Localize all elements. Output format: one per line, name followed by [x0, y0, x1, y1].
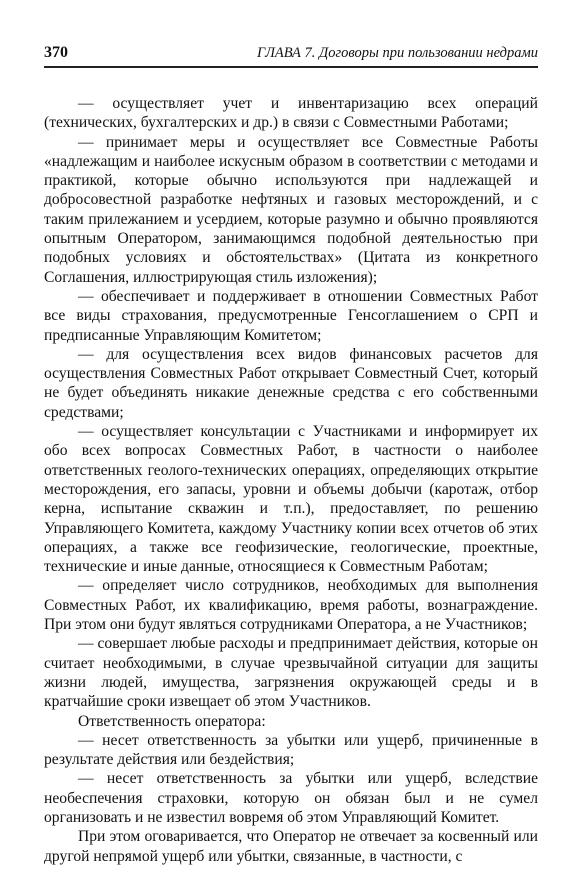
paragraph: — принимает меры и осуществляет все Совместные Работы «надлежащим и наиболее искусным образом в соответствии с методами и практикой, которые обычно используются при надлежащей и добросовестной разработке нефтяных и газовых месторождений, и с таким прилежанием и усердием, которые разумно и обычно проявляются опытным Оператором, занимающимся подобной деятельностью при подобных условиях и обстоятельствах» (Цитата из конкретного Соглашения, иллюстрирующая стиль изложения); [44, 133, 538, 286]
page-header [44, 42, 538, 68]
paragraph: — несет ответственность за убытки или ущерб, вследствие необеспечения страховки, которую он обязан был и не сумел организовать и не известил вовремя об этом Управляющий Комитет. [44, 770, 538, 826]
body-text [44, 94, 538, 866]
paragraph: — осуществляет консультации с Участниками и информирует их обо всех вопросах Совместных Работ, в частности о наиболее ответственных геолого-технических операциях, определяющих открытие месторождения, его запасы, уровни и объемы добычи (каротаж, отбор керна, испытание скважин и т.п.), предоставляет, по решению Управляющего Комитета, каждому Участнику копии всех отчетов об этих операциях, а также все геофизические, геологические, проектные, технические и иные данные, относящиеся к Совместным Работам; [44, 423, 538, 576]
page-number: 370 [44, 44, 68, 61]
paragraph: — осуществляет учет и инвентаризацию всех операций (технических, бухгалтерских и др.) в связи с Совместными Работами; [44, 95, 538, 132]
paragraph: — несет ответственность за убытки или ущерб, причиненные в результате действия или бездействия; [44, 731, 538, 769]
paragraph: При этом оговаривается, что Оператор не отвечает за косвенный или другой непрямой ущерб или убытки, связанные, в частности, с [44, 828, 538, 865]
paragraph: — обеспечивает и поддерживает в отношении Совместных Работ все виды страхования, предусмотренные Генсоглашением о СРП и предписанные Управляющим Комитетом; [44, 287, 538, 344]
paragraph: — совершает любые расходы и предпринимает действия, которые он считает необходимыми, в случае чрезвычайной ситуации для защиты жизни людей, имущества, загрязнения окружающей среды и в кратчайшие сроки извещает об этом Участников. [44, 635, 538, 711]
running-head: ГЛАВА 7. Договоры при пользовании недрами [257, 45, 538, 61]
section-subheading: Ответственность оператора: [78, 712, 266, 730]
paragraph: — определяет число сотрудников, необходимых для выполнения Совместных Работ, их квалификацию, время работы, вознаграждение. При этом они будут являться сотрудниками Оператора, а не Участников; [44, 577, 538, 634]
paragraph: — для осуществления всех видов финансовых расчетов для осуществления Совместных Работ открывает Совместный Счет, который не будет объединять никакие денежные средства с его собственными средствами; [44, 345, 538, 421]
